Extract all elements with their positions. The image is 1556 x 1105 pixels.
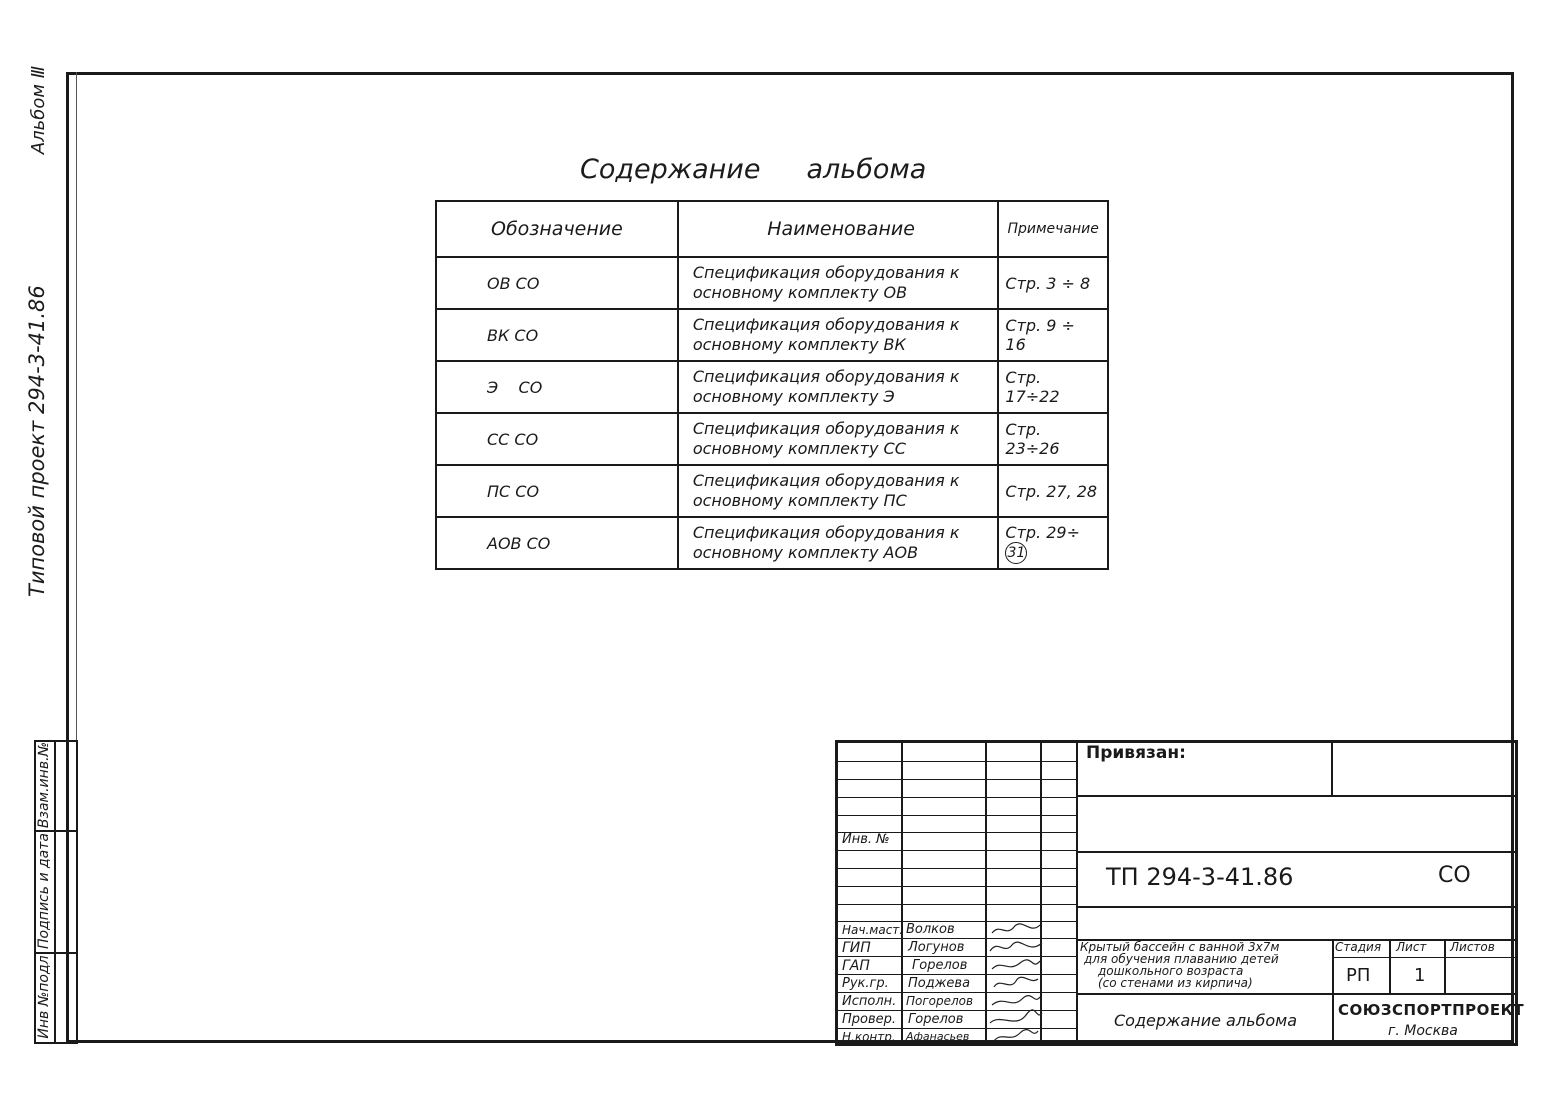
title-word-2: альбома [806,154,927,185]
attached-label: Привязан: [1086,743,1186,763]
header-name: Наименование [678,201,999,257]
row-name: Спецификация оборудования к основному комплекту СС [678,413,999,465]
person-name: Волков [906,922,955,937]
table-row [436,465,1108,517]
row-code: ПС СО [436,465,678,517]
person-name: Логунов [908,940,965,955]
table-header-row [436,201,1108,257]
side-cell-inv-no: Инв №подл [36,955,52,1039]
row-name: Спецификация оборудования к основному комплекту Э [678,361,999,413]
person-name: Погорелов [906,994,974,1008]
project-label: Типовой проект 294-3-41.86 [25,285,49,597]
table-row [436,517,1108,569]
role-label: Рук.гр. [842,976,889,991]
circled-page-number: 31 [1005,542,1027,564]
row-code: Э СО [436,361,678,413]
sheets-label: Листов [1450,940,1495,954]
signatures [986,921,1044,1046]
row-note: Стр. 9 ÷ 16 [998,309,1108,361]
table-row [436,361,1108,413]
role-label: ГАП [842,958,870,974]
stage-label: Стадия [1335,940,1382,954]
table-row [436,309,1108,361]
row-note: Стр. 3 ÷ 8 [998,257,1108,309]
row-note: Стр. 23÷26 [998,413,1108,465]
person-name: Поджева [908,976,971,991]
person-name: Горелов [912,958,968,973]
role-label: Провер. [842,1012,897,1027]
row-code: АОВ СО [436,517,678,569]
document-mark: СО [1438,863,1471,888]
contents-table [435,200,1109,570]
role-label: ГИП [842,940,871,956]
organization-city: г. Москва [1388,1023,1458,1039]
row-note: Стр. 17÷22 [998,361,1108,413]
sheet-value: 1 [1414,965,1426,986]
title-block [835,740,1525,1046]
sheet-title: Содержание альбома [1114,1011,1298,1030]
row-name: Спецификация оборудования к основному комплекту ОВ [678,257,999,309]
document-title [580,154,927,190]
organization-name: СОЮЗСПОРТПРОЕКТ [1338,1001,1525,1019]
row-note: Стр. 29÷31 [998,517,1108,569]
title-word-1: Содержание [580,154,761,185]
side-stamp-strip [34,740,78,1044]
header-note: Примечание [998,201,1108,257]
row-code: СС СО [436,413,678,465]
table-row [436,413,1108,465]
row-code: ОВ СО [436,257,678,309]
side-cell-signature-date: Подпись и дата [36,833,52,949]
table-row [436,257,1108,309]
side-cell-replace-inv: Взам.инв.№ [36,741,52,829]
album-label: Альбом Ⅲ [28,65,49,155]
row-name: Спецификация оборудования к основному комплекту АОВ [678,517,999,569]
header-designation: Обозначение [436,201,678,257]
person-name: Горелов [908,1012,964,1027]
row-name: Спецификация оборудования к основному комплекту ВК [678,309,999,361]
row-code: ВК СО [436,309,678,361]
role-label: Н.контр. [842,1030,896,1044]
person-name: Афанасьев [906,1030,970,1043]
role-label: Нач.маст. [842,923,904,937]
row-note: Стр. 27, 28 [998,465,1108,517]
sheet-label: Лист [1396,940,1427,954]
project-code: ТП 294-3-41.86 [1106,863,1294,891]
row-name: Спецификация оборудования к основному комплекту ПС [678,465,999,517]
stage-value: РП [1346,965,1371,986]
inv-no-label: Инв. № [842,832,890,847]
role-label: Исполн. [842,994,897,1009]
project-description: Крытый бассейн с ванной 3х7м для обучения плаванию детей дошкольного возраста (со стенами из кирпича) [1080,940,1280,990]
